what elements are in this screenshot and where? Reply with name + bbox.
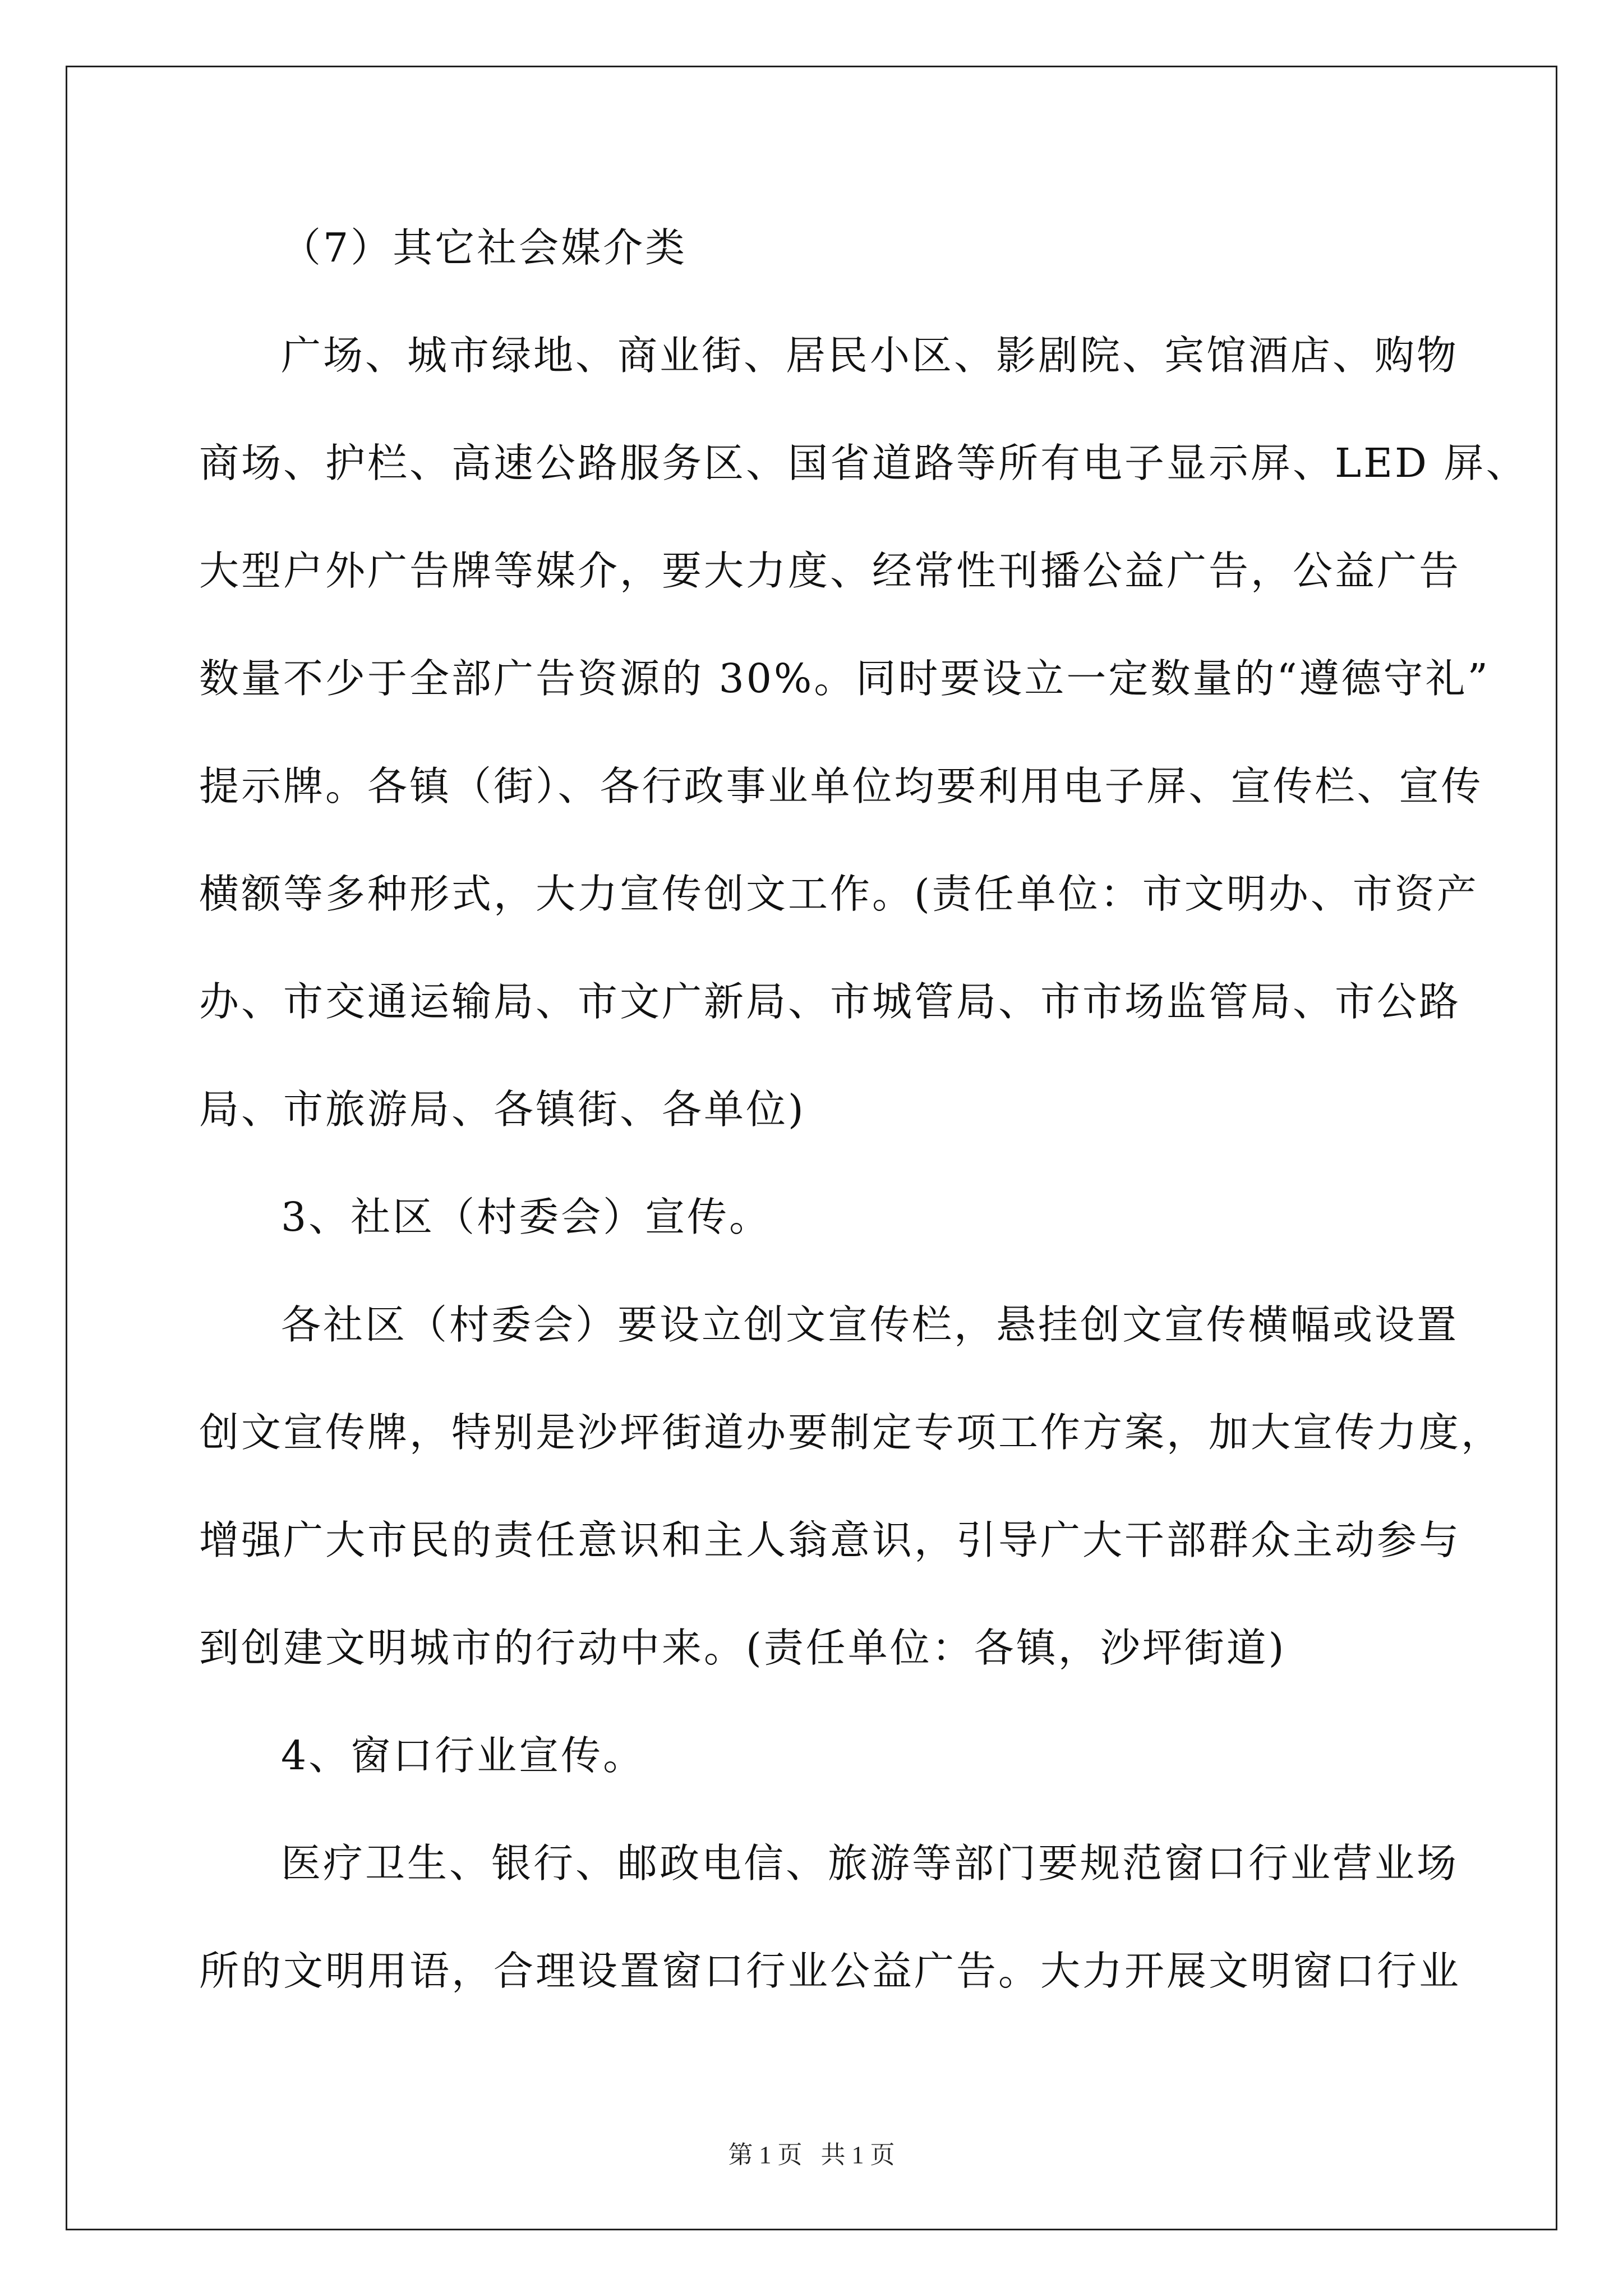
paragraph-line: 局、市旅游局、各镇街、各单位) (199, 1086, 806, 1133)
paragraph-line: 广场、城市绿地、商业街、居民小区、影剧院、宾馆酒店、购物 (281, 332, 1459, 379)
paragraph-line: 横额等多种形式，大力宣传创文工作。(责任单位：市文明办、市资产 (199, 871, 1479, 917)
paragraph-line: 创文宣传牌，特别是沙坪街道办要制定专项工作方案，加大宣传力度， (199, 1409, 1504, 1456)
paragraph-line: 办、市交通运输局、市文广新局、市城管局、市市场监管局、市公路 (199, 978, 1461, 1025)
paragraph-line: 医疗卫生、银行、邮政电信、旅游等部门要规范窗口行业营业场 (281, 1840, 1459, 1887)
paragraph-line: 商场、护栏、高速公路服务区、国省道路等所有电子显示屏、LED 屏、 (199, 440, 1528, 486)
paragraph-line: 提示牌。各镇（街）、各行政事业单位均要利用电子屏、宣传栏、宣传 (199, 763, 1483, 809)
paragraph-line: 各社区（村委会）要设立创文宣传栏，悬挂创文宣传横幅或设置 (281, 1301, 1459, 1348)
paragraph-line: 数量不少于全部广告资源的 30%。同时要设立一定数量的“遵德守礼” (199, 655, 1490, 702)
page-border (66, 66, 1557, 2230)
heading-window-industry-publicity: 4、窗口行业宣传。 (281, 1732, 645, 1779)
page-number-footer: 第 1 页 共 1 页 (728, 2141, 895, 2169)
paragraph-line: 到创建文明城市的行动中来。(责任单位：各镇，沙坪街道) (199, 1625, 1287, 1671)
heading-community-publicity: 3、社区（村委会）宣传。 (281, 1194, 772, 1240)
paragraph-line: 大型户外广告牌等媒介，要大力度、经常性刊播公益广告，公益广告 (199, 547, 1461, 594)
paragraph-line: 增强广大市民的责任意识和主人翁意识，引导广大干部群众主动参与 (199, 1517, 1461, 1563)
heading-other-media: （7）其它社会媒介类 (281, 224, 688, 271)
paragraph-line: 所的文明用语，合理设置窗口行业公益广告。大力开展文明窗口行业 (199, 1948, 1461, 1994)
